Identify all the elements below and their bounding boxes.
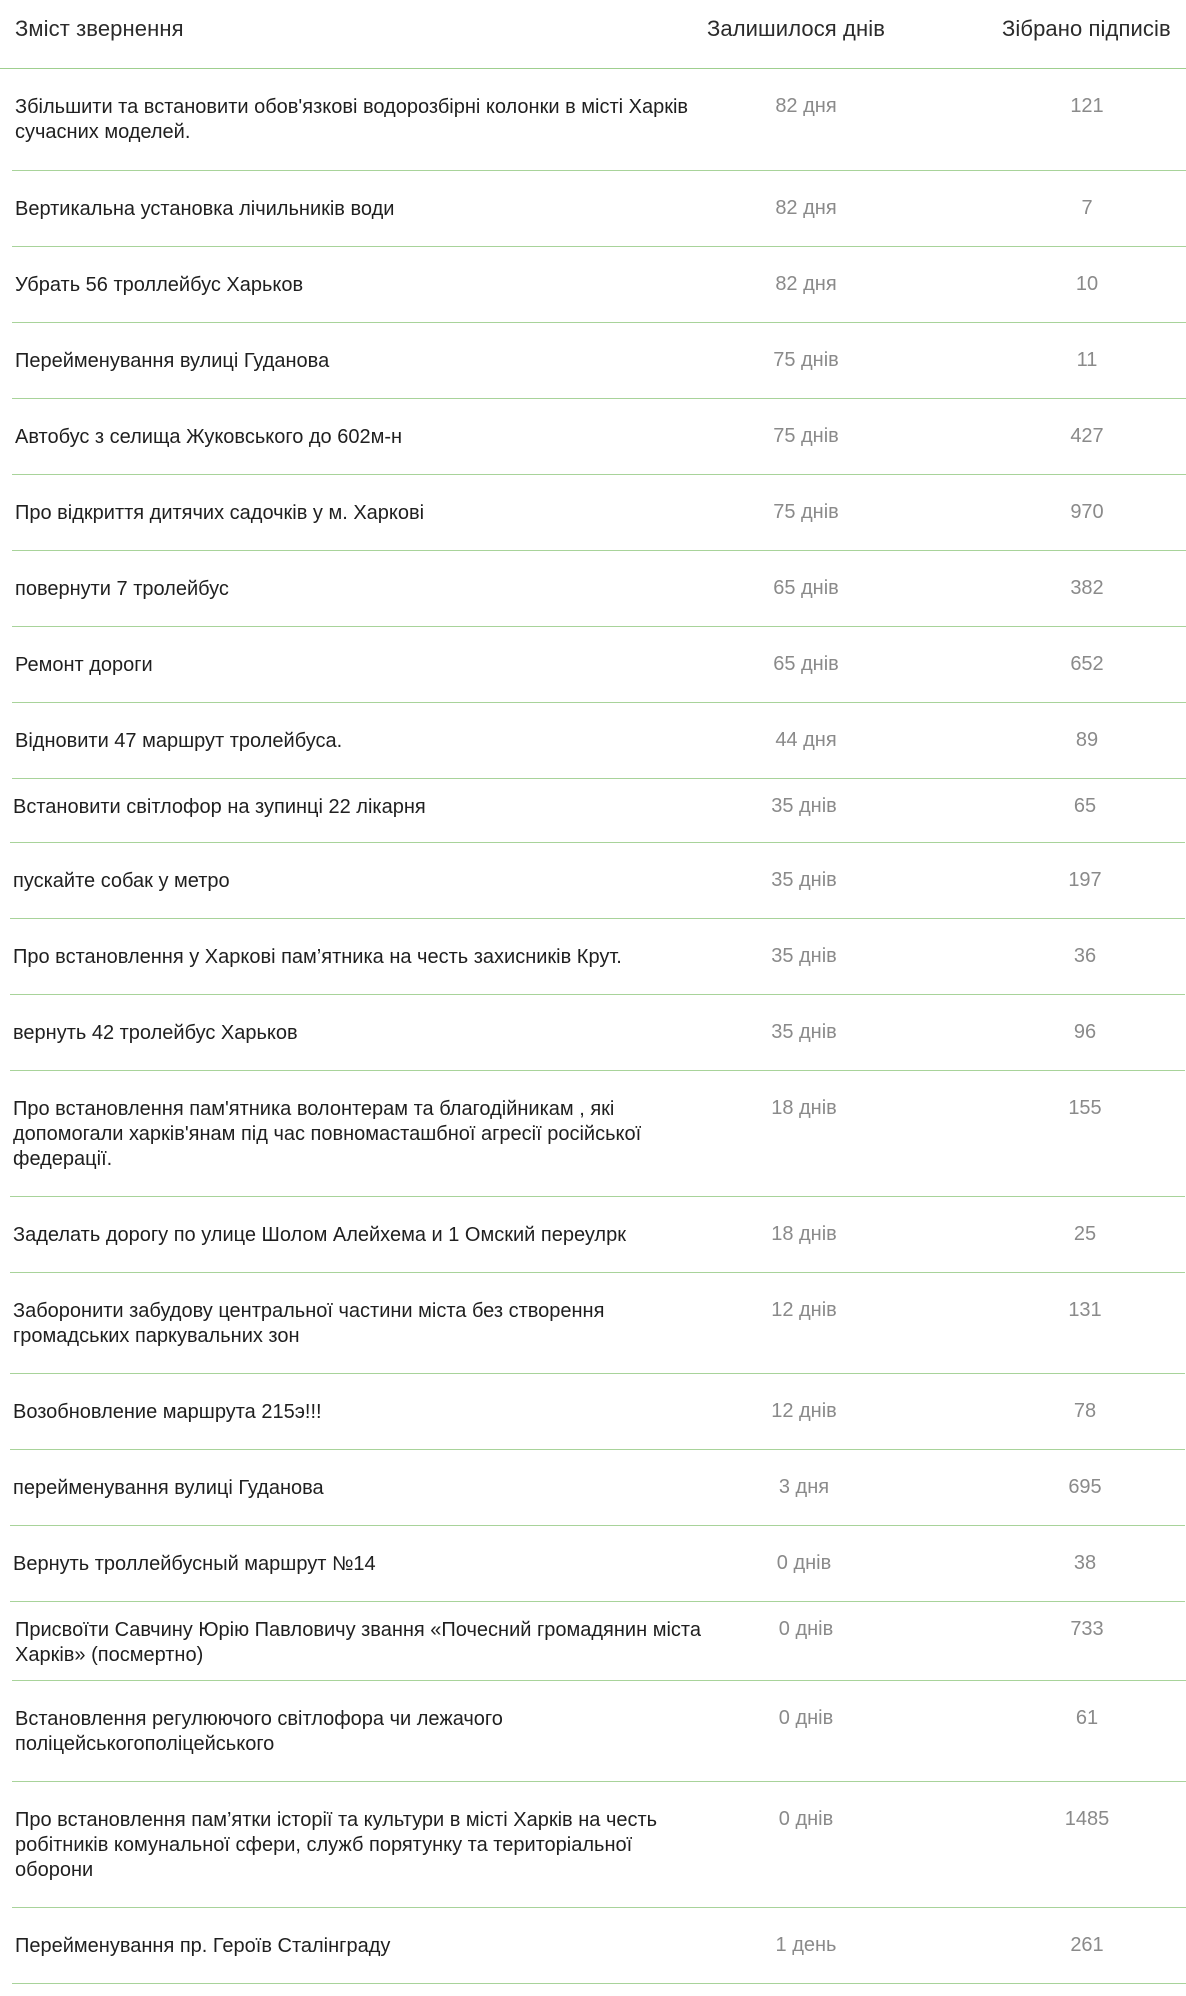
petition-title[interactable]: Ремонт дороги — [15, 654, 153, 676]
days-left: 44 дня — [775, 729, 837, 751]
days-left: 12 днів — [771, 1299, 837, 1321]
days-left: 18 днів — [771, 1223, 837, 1245]
table-row[interactable] — [12, 475, 1186, 551]
signatures-count: 25 — [1073, 1223, 1097, 1245]
table-row[interactable] — [10, 843, 1185, 919]
signatures-count: 197 — [1068, 869, 1102, 891]
signatures-count: 10 — [1075, 273, 1099, 295]
table-row[interactable] — [10, 1071, 1185, 1197]
petition-title[interactable]: Убрать 56 троллейбус Харьков — [15, 274, 304, 296]
signatures-count: 36 — [1073, 945, 1097, 967]
table-row[interactable] — [12, 1908, 1186, 1984]
table-row[interactable] — [12, 323, 1186, 399]
petition-title[interactable]: Заборонити забудову центральної частини міста без створення громадських паркувальних зон — [13, 1300, 605, 1347]
signatures-count: 7 — [1081, 197, 1093, 219]
days-left: 35 днів — [771, 869, 837, 891]
petition-title[interactable]: Встановлення регулюючого світлофора чи лежачого поліцейськогополіцейського — [15, 1708, 503, 1755]
signatures-count: 652 — [1070, 653, 1104, 675]
table-row[interactable] — [10, 1197, 1185, 1273]
petition-title[interactable]: вернуть 42 тролейбус Харьков — [13, 1022, 298, 1044]
header-signatures[interactable]: Зібрано підписів — [1002, 16, 1171, 41]
days-left: 35 днів — [771, 795, 837, 817]
days-left: 65 днів — [773, 653, 839, 675]
signatures-count: 1485 — [1064, 1808, 1110, 1830]
table-row[interactable] — [10, 919, 1185, 995]
days-left: 18 днів — [771, 1097, 837, 1119]
signatures-count: 96 — [1073, 1021, 1097, 1043]
signatures-count: 65 — [1073, 795, 1097, 817]
signatures-count: 131 — [1068, 1299, 1102, 1321]
table-row[interactable] — [12, 171, 1186, 247]
days-left: 82 дня — [775, 197, 837, 219]
signatures-count: 261 — [1070, 1934, 1104, 1956]
signatures-count: 78 — [1073, 1400, 1097, 1422]
signatures-count: 61 — [1075, 1707, 1099, 1729]
petition-title[interactable]: повернути 7 тролейбус — [15, 578, 229, 600]
days-left: 0 днів — [778, 1707, 834, 1729]
signatures-count: 695 — [1068, 1476, 1102, 1498]
petition-title[interactable]: Присвоїти Савчину Юрію Павловичу звання «Почесний громадянин міста Харків» (посмертно) — [15, 1619, 701, 1666]
days-left: 35 днів — [771, 945, 837, 967]
days-left: 0 днів — [778, 1618, 834, 1640]
signatures-count: 121 — [1070, 95, 1104, 117]
signatures-count: 89 — [1075, 729, 1099, 751]
petition-title[interactable]: пускайте собак у метро — [13, 870, 230, 892]
table-row[interactable] — [12, 69, 1186, 171]
days-left: 0 днів — [778, 1808, 834, 1830]
table-row[interactable] — [10, 1374, 1185, 1450]
petition-title[interactable]: Про встановлення пам'ятника волонтерам та благодійникам , які допомогали харків'янам під час повномасташбної агресії російської федерації. — [13, 1098, 642, 1170]
petition-title[interactable]: Заделать дорогу по улице Шолом Алейхема и 1 Омский переулрк — [13, 1224, 626, 1246]
petition-title[interactable]: перейменування вулиці Гуданова — [13, 1477, 324, 1499]
petition-title[interactable]: Автобус з селища Жуковського до 602м-н — [15, 426, 403, 448]
days-left: 12 днів — [771, 1400, 837, 1422]
table-row[interactable] — [10, 779, 1185, 843]
table-row[interactable] — [12, 1681, 1186, 1782]
table-row[interactable] — [10, 1450, 1185, 1526]
days-left: 65 днів — [773, 577, 839, 599]
days-left: 82 дня — [775, 273, 837, 295]
header-days-left[interactable]: Залишилося днів — [707, 16, 885, 41]
table-row[interactable] — [12, 703, 1186, 779]
days-left: 1 день — [775, 1934, 837, 1956]
petition-title[interactable]: Збільшити та встановити обов'язкові водорозбірні колонки в місті Харків сучасних моделей. — [15, 96, 689, 143]
table-row[interactable] — [10, 1273, 1185, 1374]
table-row[interactable] — [12, 1782, 1186, 1908]
signatures-count: 38 — [1073, 1552, 1097, 1574]
signatures-count: 733 — [1070, 1618, 1104, 1640]
table-row[interactable] — [12, 399, 1186, 475]
petition-title[interactable]: Відновити 47 маршрут тролейбуса. — [15, 730, 343, 752]
signatures-count: 11 — [1076, 349, 1098, 371]
petition-title[interactable]: Про відкриття дитячих садочків у м. Харкові — [15, 502, 425, 524]
petition-title[interactable]: Вертикальна установка лічильників води — [15, 198, 395, 220]
petition-title[interactable]: Про встановлення у Харкові пам’ятника на честь захисників Крут. — [13, 946, 622, 968]
petition-title[interactable]: Перейменування пр. Героїв Сталінграду — [15, 1935, 391, 1957]
table-row[interactable] — [12, 247, 1186, 323]
days-left: 35 днів — [771, 1021, 837, 1043]
header-content: Зміст звернення — [15, 16, 184, 41]
signatures-count: 155 — [1068, 1097, 1102, 1119]
days-left: 75 днів — [773, 501, 839, 523]
petition-title[interactable]: Перейменування вулиці Гуданова — [15, 350, 330, 372]
days-left: 75 днів — [773, 349, 839, 371]
days-left: 0 днів — [776, 1552, 832, 1574]
signatures-count: 970 — [1070, 501, 1104, 523]
signatures-count: 427 — [1070, 425, 1104, 447]
table-row[interactable] — [12, 1602, 1186, 1681]
days-left: 3 дня — [778, 1476, 830, 1498]
signatures-count: 382 — [1070, 577, 1104, 599]
table-row[interactable] — [10, 1526, 1185, 1602]
table-row[interactable] — [12, 551, 1186, 627]
table-row[interactable] — [12, 627, 1186, 703]
days-left: 82 дня — [775, 95, 837, 117]
petition-title[interactable]: Возобновление маршрута 215э!!! — [13, 1401, 322, 1423]
petition-title[interactable]: Встановити світлофор на зупинці 22 лікарня — [13, 796, 426, 818]
petition-title[interactable]: Вернуть троллейбусный маршрут №14 — [13, 1553, 376, 1575]
petition-title[interactable]: Про встановлення пам’ятки історії та культури в місті Харків на честь робітників комунальної сфери, служб порятунку та територіальної оборони — [15, 1809, 658, 1881]
table-header — [0, 0, 1186, 69]
table-row[interactable] — [10, 995, 1185, 1071]
days-left: 75 днів — [773, 425, 839, 447]
